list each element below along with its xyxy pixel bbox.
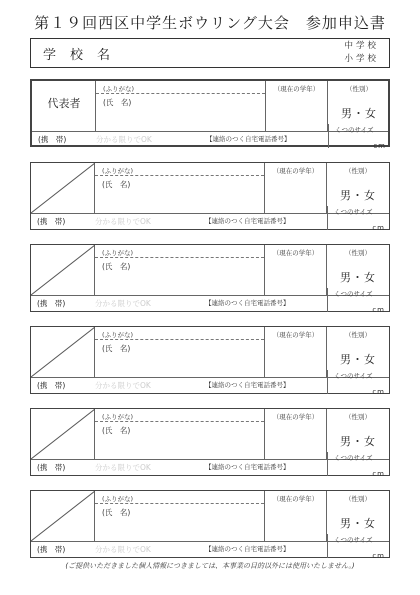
shoe-size-label: くつのサイズ [334, 536, 373, 544]
home-phone-label: 【連絡のつく自宅電話番号】 [205, 299, 290, 307]
name-label: (氏 名) [102, 508, 131, 517]
home-phone-label: 【連絡のつく自宅電話番号】 [205, 217, 290, 225]
gender-options: 男・女 [340, 271, 376, 284]
furigana-divider [95, 503, 264, 504]
gender-options: 男・女 [341, 107, 377, 120]
gender-label: （性別） [346, 85, 372, 93]
grade-label: （現在の学年） [272, 495, 319, 503]
entry-label-cell [31, 163, 95, 213]
school-name-label: 学校名 [43, 48, 125, 63]
grade-field[interactable] [265, 163, 327, 213]
home-phone-label: 【連絡のつく自宅電話番号】 [206, 135, 291, 143]
slash-mark [31, 163, 95, 213]
furigana-divider [95, 175, 264, 176]
page-title: 第１９回西区中学生ボウリング大会 参加申込書 [34, 14, 386, 32]
furigana-divider [95, 421, 264, 422]
privacy-notice: (ご提供いただきました個人情報につきましては、本事業の目的以外には使用いたしません。) [65, 562, 355, 570]
shoe-size-label: くつのサイズ [334, 208, 373, 216]
grade-field[interactable] [265, 491, 327, 541]
name-label: (氏 名) [103, 98, 132, 107]
slash-mark [31, 491, 95, 541]
entry-member [30, 326, 390, 394]
contact-row [31, 290, 389, 314]
mobile-placeholder[interactable]: 分かる限りでOK [95, 381, 151, 390]
furigana-label: (ふりがな) [102, 413, 134, 421]
name-field[interactable] [95, 163, 265, 213]
grade-label: （現在の学年） [272, 249, 319, 257]
furigana-divider [95, 339, 264, 340]
cm-unit: cm [372, 306, 385, 314]
entry-label-cell [32, 81, 96, 131]
gender-label: （性別） [345, 413, 371, 421]
home-phone-label: 【連絡のつく自宅電話番号】 [205, 545, 290, 553]
grade-field[interactable] [265, 327, 327, 377]
furigana-label: (ふりがな) [103, 85, 135, 93]
gender-options: 男・女 [340, 517, 376, 530]
cm-unit: cm [372, 552, 385, 560]
furigana-label: (ふりがな) [102, 495, 134, 503]
school-name-field[interactable] [30, 38, 390, 68]
furigana-divider [96, 93, 265, 94]
name-field[interactable] [95, 409, 265, 459]
mobile-label: (携 帯) [37, 299, 66, 308]
entry-label-cell [31, 327, 95, 377]
school-type-elementary: 小学校 [344, 54, 379, 64]
furigana-divider [95, 257, 264, 258]
name-field[interactable] [96, 81, 266, 131]
gender-label: （性別） [345, 167, 371, 175]
name-field[interactable] [95, 327, 265, 377]
entry-label-cell [31, 491, 95, 541]
slash-mark [31, 409, 95, 459]
gender-label: （性別） [345, 331, 371, 339]
grade-label: （現在の学年） [273, 85, 320, 93]
shoe-size-label: くつのサイズ [335, 126, 374, 134]
shoe-size-label: くつのサイズ [334, 372, 373, 380]
name-label: (氏 名) [102, 344, 131, 353]
cm-unit: cm [373, 142, 386, 150]
mobile-placeholder[interactable]: 分かる限りでOK [95, 463, 151, 472]
mobile-label: (携 帯) [37, 463, 66, 472]
grade-field[interactable] [266, 81, 328, 131]
cm-unit: cm [372, 470, 385, 478]
shoe-size-field[interactable] [327, 206, 389, 230]
mobile-label: (携 帯) [38, 135, 67, 144]
cm-unit: cm [372, 224, 385, 232]
grade-label: （現在の学年） [272, 167, 319, 175]
shoe-size-field[interactable] [327, 370, 389, 394]
grade-field[interactable] [265, 245, 327, 295]
home-phone-label: 【連絡のつく自宅電話番号】 [205, 463, 290, 471]
shoe-size-field[interactable] [327, 288, 389, 312]
shoe-size-field[interactable] [328, 124, 390, 148]
entry-member [30, 244, 390, 312]
home-phone-label: 【連絡のつく自宅電話番号】 [205, 381, 290, 389]
cm-unit: cm [372, 388, 385, 396]
gender-label: （性別） [345, 249, 371, 257]
entry-member [30, 408, 390, 476]
entry-representative [30, 79, 390, 150]
mobile-label: (携 帯) [37, 217, 66, 226]
gender-label: （性別） [345, 495, 371, 503]
contact-row [32, 126, 388, 150]
mobile-placeholder[interactable]: 分かる限りでOK [95, 299, 151, 308]
contact-row [31, 372, 389, 396]
name-label: (氏 名) [102, 180, 131, 189]
school-type-options [344, 40, 379, 66]
shoe-size-label: くつのサイズ [334, 454, 373, 462]
contact-row [31, 454, 389, 478]
contact-row [31, 208, 389, 232]
representative-label: 代表者 [47, 97, 81, 110]
mobile-label: (携 帯) [37, 545, 66, 554]
slash-mark [31, 245, 95, 295]
mobile-label: (携 帯) [37, 381, 66, 390]
name-field[interactable] [95, 491, 265, 541]
mobile-placeholder[interactable]: 分かる限りでOK [95, 545, 151, 554]
name-label: (氏 名) [102, 426, 131, 435]
gender-options: 男・女 [340, 189, 376, 202]
name-field[interactable] [95, 245, 265, 295]
name-label: (氏 名) [102, 262, 131, 271]
entry-member [30, 490, 390, 558]
school-type-middle: 中学校 [344, 41, 379, 51]
gender-options: 男・女 [340, 435, 376, 448]
grade-label: （現在の学年） [272, 331, 319, 339]
mobile-placeholder[interactable]: 分かる限りでOK [96, 135, 152, 144]
shoe-size-field[interactable] [327, 452, 389, 476]
entry-label-cell [31, 245, 95, 295]
furigana-label: (ふりがな) [102, 331, 134, 339]
grade-field[interactable] [265, 409, 327, 459]
mobile-placeholder[interactable]: 分かる限りでOK [95, 217, 151, 226]
furigana-label: (ふりがな) [102, 167, 134, 175]
entry-member [30, 162, 390, 230]
entry-label-cell [31, 409, 95, 459]
gender-options: 男・女 [340, 353, 376, 366]
contact-row [31, 536, 389, 560]
slash-mark [31, 327, 95, 377]
shoe-size-field[interactable] [327, 534, 389, 558]
grade-label: （現在の学年） [272, 413, 319, 421]
shoe-size-label: くつのサイズ [334, 290, 373, 298]
furigana-label: (ふりがな) [102, 249, 134, 257]
